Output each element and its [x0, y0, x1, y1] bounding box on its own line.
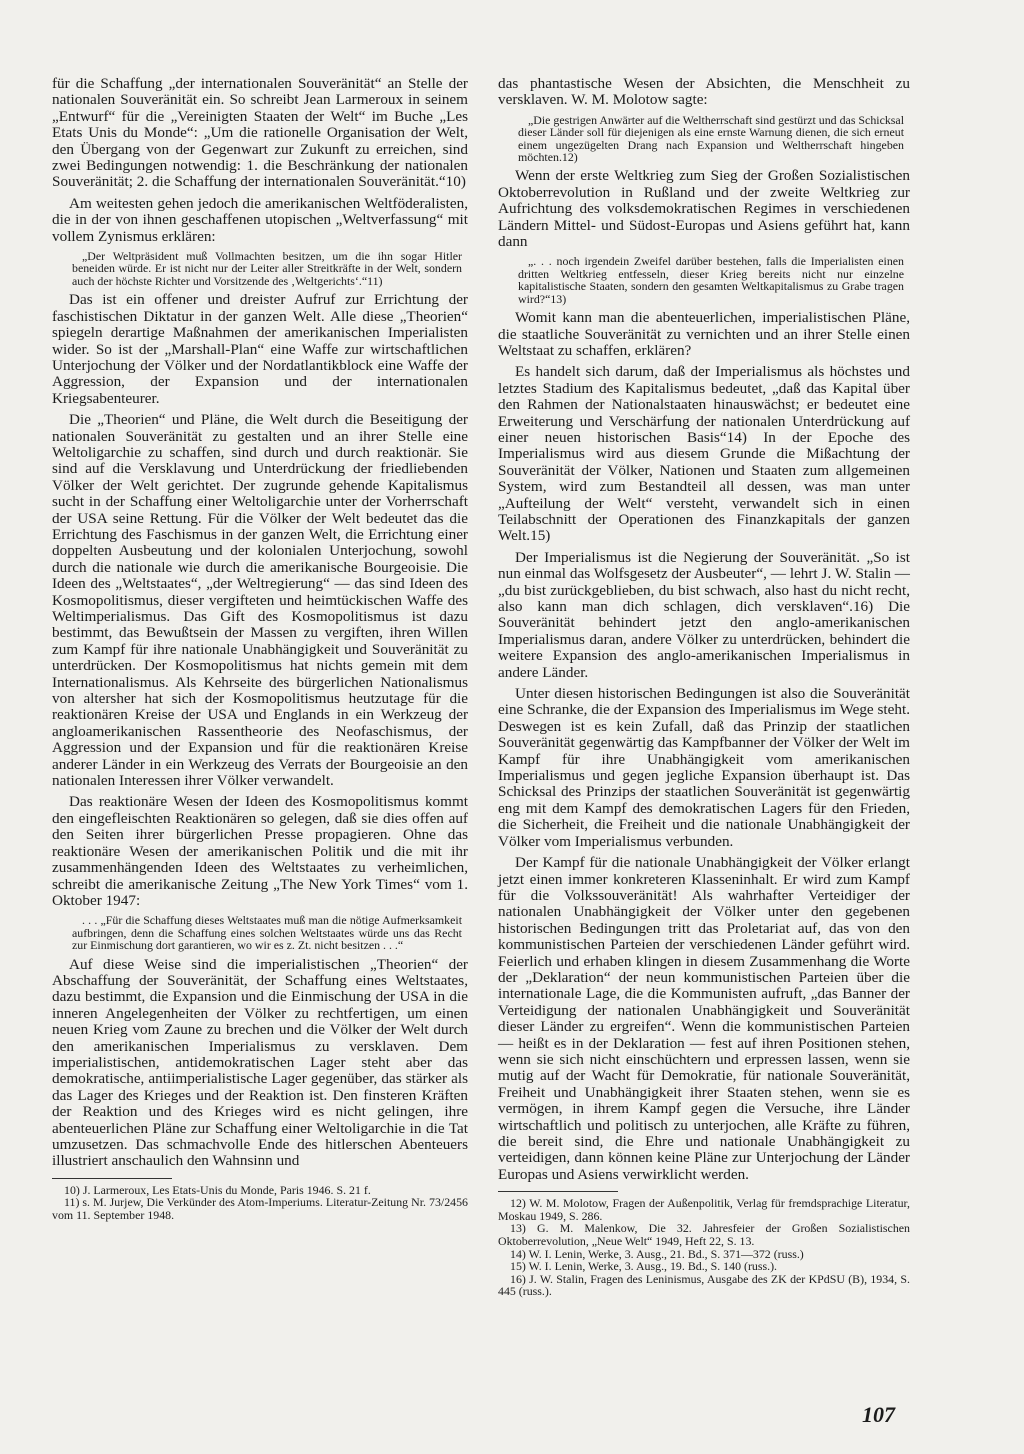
footnote: 13) G. M. Malenkow, Die 32. Jahresfeier der Großen Sozialistischen Oktoberrevolution, „Neue Welt“ 1949, Heft 22, S. 13. — [498, 1221, 910, 1248]
page-number: 107 — [862, 1402, 895, 1427]
paragraph: Das reaktionäre Wesen der Ideen des Kosmopolitismus kommt den eingefleischten Reaktionären so gelegen, daß sie dies offen auf den Seiten ihrer bürgerlichen Presse propagieren. Ohne das reaktionäre Wesen der amerikanischen Politik und die mit ihr zusammenhängenden Ideen des Weltstaates zu verheimlichen, schreibt die amerikanische Zeitung „The New York Times“ vom 1. Oktober 1947: — [52, 793, 468, 909]
block-quote: . . . „Für die Schaffung dieses Weltstaates muß man die nötige Aufmerksamkeit aufbringen, denn die Schaffung eines solchen Weltstaates würde uns das Recht zur Einmischung dort garantieren, wo wir es z. Zt. nicht besitzen . . .“ — [72, 913, 462, 953]
paragraph: Es handelt sich darum, daß der Imperialismus als höchstes und letztes Stadium des Kapitalismus bedeutet, „daß das Kapital über den Rahmen der Nationalstaaten hinauswächst; er bedeutet eine Erweiterung und Verschärfung der nationalen Unterdrückung auf einer neuen historischen Basis“14) In der Epoche des Imperialismus wird aus diesem Grunde die Mißachtung der Souveränität der Völker, Nationen und Staaten zum allgemeinen System, wird zum Bestandteil all dessen, was man unter „Aufteilung der Welt“ versteht, verwandelt sich in einen Teilabschnitt der Operationen des Finanzkapitals der ganzen Welt.15) — [498, 363, 910, 545]
footnote: 11) s. M. Jurjew, Die Verkünder des Atom-Imperiums. Literatur-Zeitung Nr. 73/2456 vom 11. September 1948. — [52, 1195, 468, 1222]
footnote-divider — [498, 1191, 618, 1192]
paragraph: Die „Theorien“ und Pläne, die Welt durch die Beseitigung der nationalen Souveränität zu gestalten und an ihrer Stelle eine Weltoligarchie zu schaffen, sind durch und durch reaktionär. Sie sind auf die Versklavung und Unterdrückung der friedliebenden Völker der Welt gerichtet. Der zugrunde gehende Kapitalismus sucht in der Schaffung einer Weltoligarchie unter der Vorherrschaft der USA seine Rettung. Für die Völker der Welt bedeutet das die Errichtung des Faschismus in der ganzen Welt, die Errichtung einer doppelten Ausbeutung und der kolonialen Unterjochung, sowohl durch die nationale wie durch die amerikanische Bourgeoisie. Die Ideen des „Weltstaates“, „der Weltregierung“ — das sind Ideen des Kosmopolitismus, dieser vergifteten und heimtückischen Waffe des Weltimperialismus. Das Gift des Kosmopolitismus ist dazu bestimmt, das Bewußtsein der Massen zu vergiften, ihren Willen zum Kampf für ihre nationale Unabhängigkeit und Souveränität zu unterdrücken. Der Kosmopolitismus hat nichts gemein mit dem Internationalismus. Als Kehrseite des bürgerlichen Nationalismus von altersher hat sich der Kosmopolitismus heutzutage für die reaktionären Kreise der USA und Englands in ein Werkzeug der angloamerikanischen Rassentheorie des Neofaschismus, der Aggression und der Expansion und für die reaktionären Kreise anderer Länder in ein Werkzeug des Verrats der Bourgeoisie an den nationalen Interessen ihrer Völker verwandelt. — [52, 411, 468, 790]
block-quote: „Der Weltpräsident muß Vollmachten besitzen, um die ihn sogar Hitler beneiden würde. Er ist nicht nur der Leiter aller Streitkräfte in der Welt, sondern auch der höchste Richter und Vorsitzende des ‚Weltgerichts‘.“11) — [72, 249, 462, 288]
footnote: 10) J. Larmeroux, Les Etats-Unis du Monde, Paris 1946. S. 21 f. — [64, 1182, 371, 1197]
paragraph: Wenn der erste Weltkrieg zum Sieg der Großen Sozialistischen Oktoberrevolution in Rußland und der zweite Weltkrieg zur Aufrichtung des volksdemokratischen Regimes in verschiedenen Ländern Mittel- und Südost-Europas und Asiens geführt hat, kann dann — [498, 167, 910, 251]
paragraph: Das ist ein offener und dreister Aufruf zur Errichtung der faschistischen Diktatur in der ganzen Welt. Alle diese „Theorien“ spiegeln derartige Maßnahmen der amerikanischen Imperialisten wider. So ist der „Marshall-Plan“ eine Waffe zur wirtschaftlichen Unterjochung der Völker und der Nordatlantikblock eine Waffe der Aggression, der Expansion und der internationalen Kriegsabenteurer. — [52, 291, 468, 407]
block-quote: „. . . noch irgendein Zweifel darüber bestehen, falls die Imperialisten einen dritten Weltkrieg entfesseln, dieser Krieg bereits nicht nur einzelne kapitalistische Staaten, sondern den gesamten Weltkapitalismus zu Grabe tragen wird?“13) — [518, 254, 904, 306]
footnote: 15) W. I. Lenin, Werke, 3. Ausg., 19. Bd., S. 140 (russ.). — [510, 1259, 778, 1274]
paragraph: das phantastische Wesen der Absichten, die Menschheit zu versklaven. W. M. Molotow sagte: — [498, 75, 910, 109]
right-column — [498, 76, 910, 1298]
left-column — [52, 76, 468, 1222]
paragraph: Unter diesen historischen Bedingungen ist also die Souveränität eine Schranke, die der Expansion des Imperialismus im Wege steht. Deswegen ist es kein Zufall, daß das Prinzip der staatlichen Souveränität gegenwärtig das Kampfbanner der Völker der Welt im Kampf für ihre Unabhängigkeit vom amerikanischen Imperialismus und gegen jegliche Expansion überhaupt ist. Das Schicksal des Prinzips der staatlichen Souveränität ist gegenwärtig eng mit dem Kampf des demokratischen Lagers für den Frieden, die Sicherheit, die Freiheit und die nationale Unabhängigkeit der Völker vom Imperialismus verbunden. — [498, 685, 910, 850]
paragraph: Auf diese Weise sind die imperialistischen „Theorien“ der Abschaffung der Souveränität, der Schaffung eines Weltstaates, dazu bestimmt, die Expansion und die Einmischung der USA in die inneren Angelegenheiten der Völker zu rechtfertigen, um einen neuen Krieg vom Zaune zu brechen und die Völker der Welt durch den amerikanischen Imperialismus zu versklaven. Dem imperialistischen, antidemokratischen Lager steht aber das demokratische, antiimperialistische Lager gegenüber, das stärker als das Lager des Krieges und der Reaktion ist. Den finsteren Kräften der Reaktion und des Krieges wird es nicht gelingen, ihre abenteuerlichen Pläne zur Schaffung einer Weltoligarchie in die Tat umzusetzen. Das schmachvolle Ende des hitlerschen Abenteuers illustriert anschaulich den Wahnsinn und — [52, 955, 468, 1170]
footnote: 14) W. I. Lenin, Werke, 3. Ausg., 21. Bd., S. 371—372 (russ.) — [510, 1246, 804, 1261]
footnote-divider — [52, 1178, 172, 1179]
paragraph: Der Kampf für die nationale Unabhängigkeit der Völker erlangt jetzt einen immer konkreteren Klasseninhalt. Er wird zum Kampf für die Volkssouveränität! Als wahrhafter Verteidiger der nationalen Unabhängigkeit der Völker unter den gegebenen historischen Bedingungen tritt das Proletariat auf, das von den kommunistischen Parteien der verschiedenen Länder geführt wird. Feierlich und erhaben klingen in diesem Zusammenhang die Worte der „Deklaration“ der neun kommunistischen Parteien über die internationale Lage, die die Kommunisten aufruft, „das Banner der Verteidigung der nationalen Unabhängigkeit und Souveränität dieser Länder zu ergreifen“. Wenn die kommunistischen Parteien — heißt es in der Deklaration — fest auf ihren Positionen stehen, wenn sie sich nicht einschüchtern und erpressen lassen, wenn sie mutig auf der Wacht für Demokratie, für nationale Souveränität, Freiheit und Unabhängigkeit ihrer Staaten stehen, wenn sie es vermögen, in ihrem Kampf gegen die Versuche, ihre Länder wirtschaftlich und politisch zu unterjochen, alle Kräfte zu führen, die bereit sind, die Ehre und nationale Unabhängigkeit zu verteidigen, dann können keine Pläne zur Unterjochung der Länder Europas und Asiens verwirklicht werden. — [498, 854, 910, 1183]
paragraph: Der Imperialismus ist die Negierung der Souveränität. „So ist nun einmal das Wolfsgesetz der Ausbeuter“, — lehrt J. W. Stalin — „du bist zurückgeblieben, du bist schwach, also hast du nicht recht, also kann man dich schlagen, dich versklaven“.16) Die Souveränität behindert jetzt den anglo-amerikanischen Imperialismus daran, andere Völker zu unterdrücken, behindert die weitere Expansion des anglo-amerikanischen Imperialismus in andere Länder. — [498, 548, 910, 681]
paragraph: für die Schaffung „der internationalen Souveränität“ an Stelle der nationalen Souveränität ein. So schreibt Jean Larmeroux in seinem „Entwurf“ für die „Vereinigten Staaten der Welt“ im Buche „Les Etats Unis du Monde“: „Um die rationelle Organisation der Welt, den Übergang von der Gegenwart zur Zukunft zu erreichen, sind zwei Bedingungen notwendig: 1. die Beschränkung der nationalen Souveränität; 2. die Schaffung der internationalen Souveränität.“10) — [52, 75, 468, 191]
footnote: 16) J. W. Stalin, Fragen des Leninismus, Ausgabe des ZK der KPdSU (B), 1934, S. 445 (russ.). — [498, 1271, 910, 1299]
footnote: 12) W. M. Molotow, Fragen der Außenpolitik, Verlag für fremdsprachige Literatur, Moskau 1949, S. 286. — [498, 1196, 910, 1223]
paragraph: Am weitesten gehen jedoch die amerikanischen Weltföderalisten, die in der von ihnen geschaffenen utopischen „Weltverfassung“ mit vollem Zynismus erklären: — [52, 194, 468, 245]
block-quote: „Die gestrigen Anwärter auf die Weltherrschaft sind gestürzt und das Schicksal dieser Länder soll für diejenigen als eine ernste Warnung dienen, die sich erneut einem ungezügelten Drang nach Expansion und Weltherrschaft hingeben möchten.12) — [518, 112, 904, 165]
paragraph: Womit kann man die abenteuerlichen, imperialistischen Pläne, die staatliche Souveränität zu vernichten und an ihrer Stelle einen Weltstaat zu schaffen, erklären? — [498, 309, 910, 359]
